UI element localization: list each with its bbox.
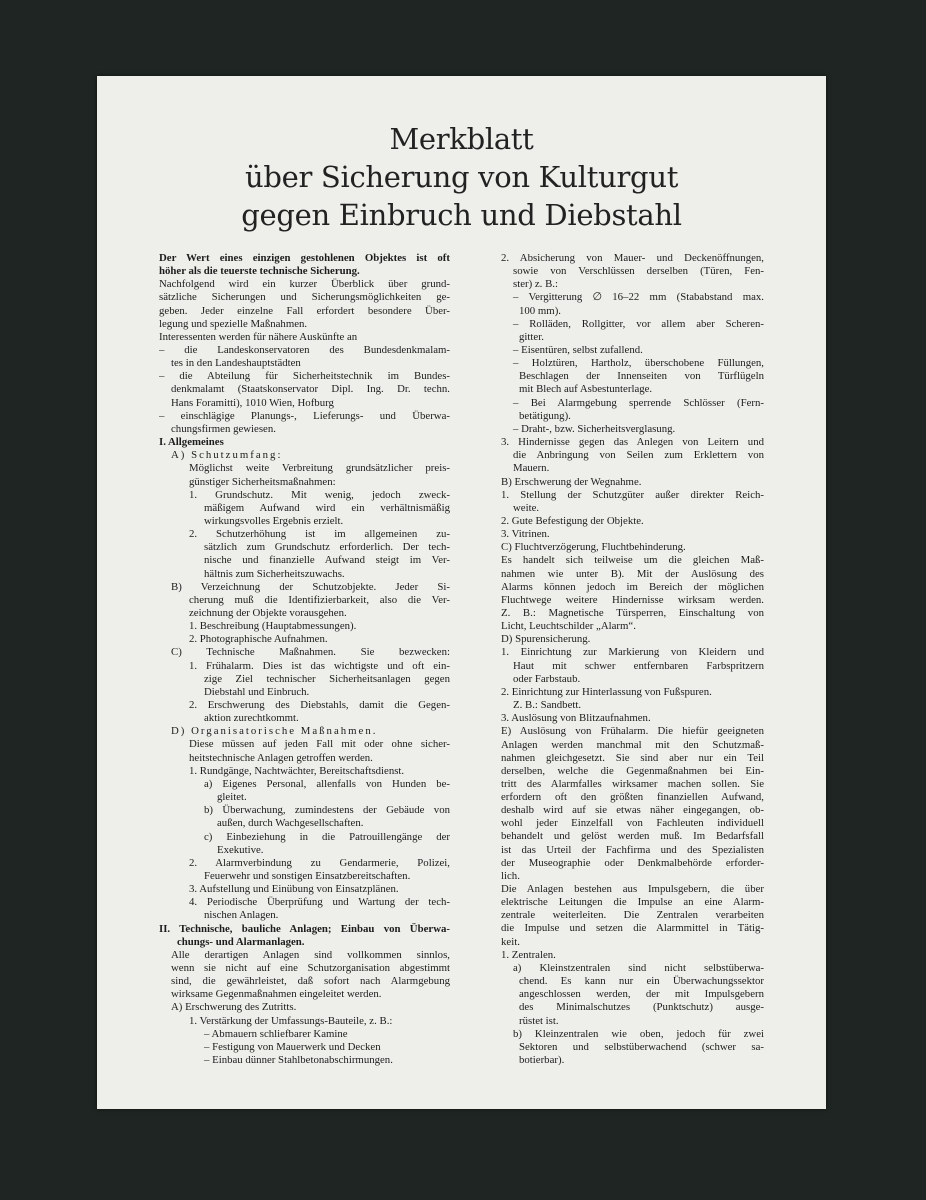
right-text-line: 3. Auslösung von Blitzaufnahmen. xyxy=(501,712,651,725)
right-column xyxy=(501,252,764,1067)
left-text-line: Diese müssen auf jeden Fall mit oder ohne sicher- xyxy=(189,738,450,751)
left-text-line: 1. Grundschutz. Mit wenig, jedoch zweck- xyxy=(189,488,450,501)
left-text-line: legung und spezielle Maßnahmen. xyxy=(159,317,308,330)
left-text-line: geben. Jeder einzelne Fall erfordert besondere Über- xyxy=(159,304,450,317)
left-text-line: a) Eigenes Personal, allenfalls von Hunden be- xyxy=(204,777,450,790)
right-text-line: angeschlossen werden, der mit Impulsgebern xyxy=(519,988,764,1001)
right-text-line: a) Kleinstzentralen sind nicht selbstüberwa- xyxy=(513,961,764,974)
left-text-line: mäßigem Aufwand wird ein verhältnismäßig xyxy=(204,501,450,514)
left-text-line: sind, die gewährleistet, daß sofort nach Alarmgebung xyxy=(171,975,450,988)
left-text-line: 4. Periodische Überprüfung und Wartung der tech- xyxy=(189,896,450,909)
right-text-line: B) Erschwerung der Wegnahme. xyxy=(501,475,642,488)
right-text-line: E) Auslösung von Frühalarm. Die hiefür geeigneten xyxy=(501,725,764,738)
title-line-3: gegen Einbruch und Diebstahl xyxy=(241,198,682,232)
left-text-line: 1. Frühalarm. Dies ist das wichtigste und oft ein- xyxy=(189,659,450,672)
left-text-line: zeichnung der Objekte vorausgehen. xyxy=(189,606,347,619)
left-text-line: nische und finanzielle Aufwand steigt im Ver- xyxy=(204,554,450,567)
right-text-line: botierbar). xyxy=(519,1053,565,1066)
left-text-line: Möglichst weite Verbreitung grundsätzlicher preis- xyxy=(189,462,450,475)
left-text-line: Diebstahl und Einbruch. xyxy=(204,685,310,698)
left-text-line: chungs- und Alarmanlagen. xyxy=(177,935,305,948)
right-text-line: betätigung). xyxy=(519,409,571,422)
right-text-line: keit. xyxy=(501,935,520,948)
right-text-line: des Minimalschutzes (Punktschutz) ausge- xyxy=(519,1001,764,1014)
left-text-line: wenn sie nicht auf eine Schutzorganisation abgestimmt xyxy=(171,962,450,974)
left-text-line: 1. Beschreibung (Hauptabmessungen). xyxy=(189,620,357,633)
right-text-line: Haut mit schwer entfernbaren Farbspritzern xyxy=(513,659,764,672)
right-text-line: zentrale weiterleiten. Die Zentralen verarbeiten xyxy=(501,909,764,922)
right-text-line: mit Blech auf Asbestunterlage. xyxy=(519,383,653,396)
title-line-2: über Sicherung von Kulturgut xyxy=(244,160,679,194)
left-text-line: außen, durch Wachgesellschaften. xyxy=(217,817,364,830)
left-text-line: wirksame Gegenmaßnahmen eingeleitet werden. xyxy=(171,988,382,1001)
document-title xyxy=(97,120,826,234)
right-text-line: – Eisentüren, selbst zufallend. xyxy=(513,344,643,357)
left-text-line: 2. Photographische Aufnahmen. xyxy=(189,633,328,646)
right-text-line: b) Kleinzentralen wie oben, jedoch für zwei xyxy=(513,1027,764,1040)
right-text-line: nahmen gleichgesetzt. Sie sind aber nur ein Teil xyxy=(501,751,764,764)
right-text-line: – Vergitterung ∅ 16–22 mm (Stababstand max. xyxy=(513,291,764,304)
left-text-line: 1. Verstärkung der Umfassungs-Bauteile, z. B.: xyxy=(189,1014,393,1027)
right-text-line: – Rolläden, Rollgitter, vor allem aber Scheren- xyxy=(513,317,764,330)
right-text-line: ster) z. B.: xyxy=(513,278,558,291)
right-text-line: 3. Hindernisse gegen das Anlegen von Leitern und xyxy=(501,436,764,449)
right-text-line: Z. B.: Sandbett. xyxy=(513,699,582,712)
left-text-line: Interessenten werden für nähere Auskünfte an xyxy=(159,330,358,343)
right-text-line: Sektoren und selbstüberwachend (schwer sa- xyxy=(519,1040,764,1053)
left-text-line: – die Landeskonservatoren des Bundesdenkmalam- xyxy=(159,344,450,357)
right-text-line: 2. Einrichtung zur Hinterlassung von Fußspuren. xyxy=(501,685,712,698)
right-text-line: Anlagen werden manchmal mit den Schutzmaß- xyxy=(501,738,764,751)
right-text-line: weite. xyxy=(513,501,540,514)
right-text-line: 3. Vitrinen. xyxy=(501,528,550,541)
left-text-line: 3. Aufstellung und Einübung von Einsatzplänen. xyxy=(189,883,399,896)
left-text-line: 2. Alarmverbindung zu Gendarmerie, Polizei, xyxy=(189,856,450,869)
right-text-line: 2. Absicherung von Mauer- und Deckenöffnungen, xyxy=(501,252,764,264)
left-text-line: I. Allgemeines xyxy=(159,436,224,449)
right-text-line: C) Fluchtverzögerung, Fluchtbehinderung. xyxy=(501,541,686,554)
left-text-line: c) Einbeziehung in die Patrouillengänge der xyxy=(204,830,450,843)
left-text-line: Der Wert eines einzigen gestohlenen Objektes ist oft xyxy=(159,252,450,264)
left-text-line: A) Schutzumfang: xyxy=(171,449,283,462)
left-text-line: – Abmauern schliefbarer Kamine xyxy=(204,1027,348,1040)
left-text-line: Alle derartigen Anlagen sind vollkommen sinnlos, xyxy=(171,948,450,961)
right-text-line: Beschlagen der Innenseiten von Türflügeln xyxy=(519,370,764,383)
right-text-line: der Museographie oder Denkmalbehörde erforder- xyxy=(501,856,764,869)
right-text-line: elektrische Leitungen die Impulse an eine Alarm- xyxy=(501,896,764,909)
left-text-line: Exekutive. xyxy=(217,843,264,856)
left-text-line: sätzliche Sicherungen und Sicherungsmöglichkeiten ge- xyxy=(159,291,450,304)
left-text-line: 2. Schutzerhöhung ist im allgemeinen zu- xyxy=(189,528,450,541)
right-text-line: tritt des Alarmfalles wirksamer machen sollen. Sie xyxy=(501,777,764,790)
right-text-line: – Bei Alarmgebung sperrende Schlösser (Fern- xyxy=(513,396,764,409)
right-text-line: 2. Gute Befestigung der Objekte. xyxy=(501,514,644,527)
left-text-line: aktion zurechtkommt. xyxy=(204,712,299,725)
left-text-line: denkmalamt (Staatskonservator Dipl. Ing. Dr. techn. xyxy=(171,383,450,396)
right-text-line: erfordern oft den größten finanziellen Aufwand, xyxy=(501,791,764,804)
title-line-1: Merkblatt xyxy=(389,122,534,156)
left-text-line: – Festigung von Mauerwerk und Decken xyxy=(204,1040,381,1053)
right-text-line: – Draht-, bzw. Sicherheitsverglasung. xyxy=(513,422,676,435)
left-text-line: hältnis zum Sicherheitszuwachs. xyxy=(204,567,345,580)
left-text-line: B) Verzeichnung der Schutzobjekte. Jeder Si- xyxy=(171,580,450,593)
left-text-line: tes in den Landeshauptstädten xyxy=(171,357,301,370)
right-text-line: D) Spurensicherung. xyxy=(501,633,591,646)
left-text-line: – einschlägige Planungs-, Lieferungs- und Überwa- xyxy=(159,409,450,422)
left-text-line: Feuerwehr und sonstigen Einsatzbereitschaften. xyxy=(204,869,411,882)
left-text-line: zige Ziel technischer Sicherheitsanlagen gegen xyxy=(204,672,450,685)
left-text-line: höher als die teuerste technische Sicherung. xyxy=(159,265,360,278)
right-text-line: Fluchtwege weitere Hindernisse wirksam werden. xyxy=(501,593,764,606)
left-text-line: 1. Rundgänge, Nachtwächter, Bereitschaftsdienst. xyxy=(189,764,405,777)
right-text-line: Alarms können jedoch im Bereich der möglichen xyxy=(501,580,764,593)
right-text-line: rüstet ist. xyxy=(519,1014,559,1027)
left-text-line: wirkungsvolles Ergebnis erzielt. xyxy=(204,514,344,527)
left-text-line: sätzlich zum Grundschutz erforderlich. Der tech- xyxy=(204,541,450,554)
right-text-line: die Anbringung von Seilen zum Erklettern von xyxy=(513,449,764,462)
left-text-line: heitstechnische Anlagen getroffen werden. xyxy=(189,751,373,764)
right-text-line: sowie von Verschlüssen derselben (Türen, Fen- xyxy=(513,265,764,278)
right-text-line: – Holztüren, Hartholz, überschobene Füllungen, xyxy=(513,357,764,370)
right-text-line: Licht, Leuchtschilder „Alarm“. xyxy=(501,620,636,633)
right-text-line: deshalb wird auf sie etwas näher eingegangen, ob- xyxy=(501,804,764,817)
left-text-line: günstiger Sicherheitsmaßnahmen: xyxy=(189,475,336,488)
right-text-line: derselben, welche die Gegenmaßnahmen bei Ein- xyxy=(501,764,764,777)
right-text-line: Z. B.: Magnetische Türsperren, Einschaltung von xyxy=(501,607,764,619)
right-text-line: chend. Es kann nur ein Überwachungssektor xyxy=(519,975,764,988)
right-text-line: 1. Stellung der Schutzgüter außer direkter Reich- xyxy=(501,488,764,501)
left-text-line: C) Technische Maßnahmen. Sie bezwecken: xyxy=(171,646,450,659)
right-text-line: Es handelt sich teilweise um die gleichen Maß- xyxy=(501,554,764,567)
right-text-line: ist das Urteil der Fachfirma und des Spezialisten xyxy=(501,843,764,856)
right-text-line: behandelt und gelöst werden muß. Im Bedarfsfall xyxy=(501,830,764,843)
left-text-line: 2. Erschwerung des Diebstahls, damit die Gegen- xyxy=(189,699,450,712)
left-text-line: – Einbau dünner Stahlbetonabschirmungen. xyxy=(204,1054,393,1067)
left-text-line: Hans Foramitti), 1010 Wien, Hofburg xyxy=(171,396,334,409)
left-text-line: cherung muß die Identifizierbarkeit, also die Ver- xyxy=(189,593,450,606)
right-text-line: wohl jeder Einzelfall von Fachleuten individuell xyxy=(501,817,764,830)
left-text-line: II. Technische, bauliche Anlagen; Einbau von Überwa- xyxy=(159,922,450,935)
left-text-line: gleitet. xyxy=(217,791,247,804)
left-text-line: D) Organisatorische Maßnahmen. xyxy=(171,725,378,738)
right-text-line: nahmen wie unter B). Mit der Auslösung des xyxy=(501,567,764,580)
left-column xyxy=(159,252,450,1067)
left-text-line: A) Erschwerung des Zutritts. xyxy=(171,1001,297,1014)
right-text-line: die Impulse und setzen die Alarmmittel in Tätig- xyxy=(501,922,764,935)
right-text-line: oder Farbstaub. xyxy=(513,672,581,685)
left-text-line: – die Abteilung für Sicherheitstechnik im Bundes- xyxy=(159,370,450,383)
left-text-line: Nachfolgend wird ein kurzer Überblick über grund- xyxy=(159,278,450,291)
right-text-line: 100 mm). xyxy=(519,304,561,317)
right-text-line: lich. xyxy=(501,869,520,882)
right-text-line: Mauern. xyxy=(513,462,550,475)
right-text-line: 1. Einrichtung zur Markierung von Kleidern und xyxy=(501,646,764,659)
left-text-line: nischen Anlagen. xyxy=(204,909,279,922)
left-text-line: b) Überwachung, zumindestens der Gebäude von xyxy=(204,804,450,817)
right-text-line: Die Anlagen bestehen aus Impulsgebern, die über xyxy=(501,883,764,896)
document-page xyxy=(97,76,826,1109)
right-text-line: gitter. xyxy=(519,330,544,343)
right-text-line: 1. Zentralen. xyxy=(501,948,556,961)
left-text-line: chungsfirmen gewiesen. xyxy=(171,422,276,435)
